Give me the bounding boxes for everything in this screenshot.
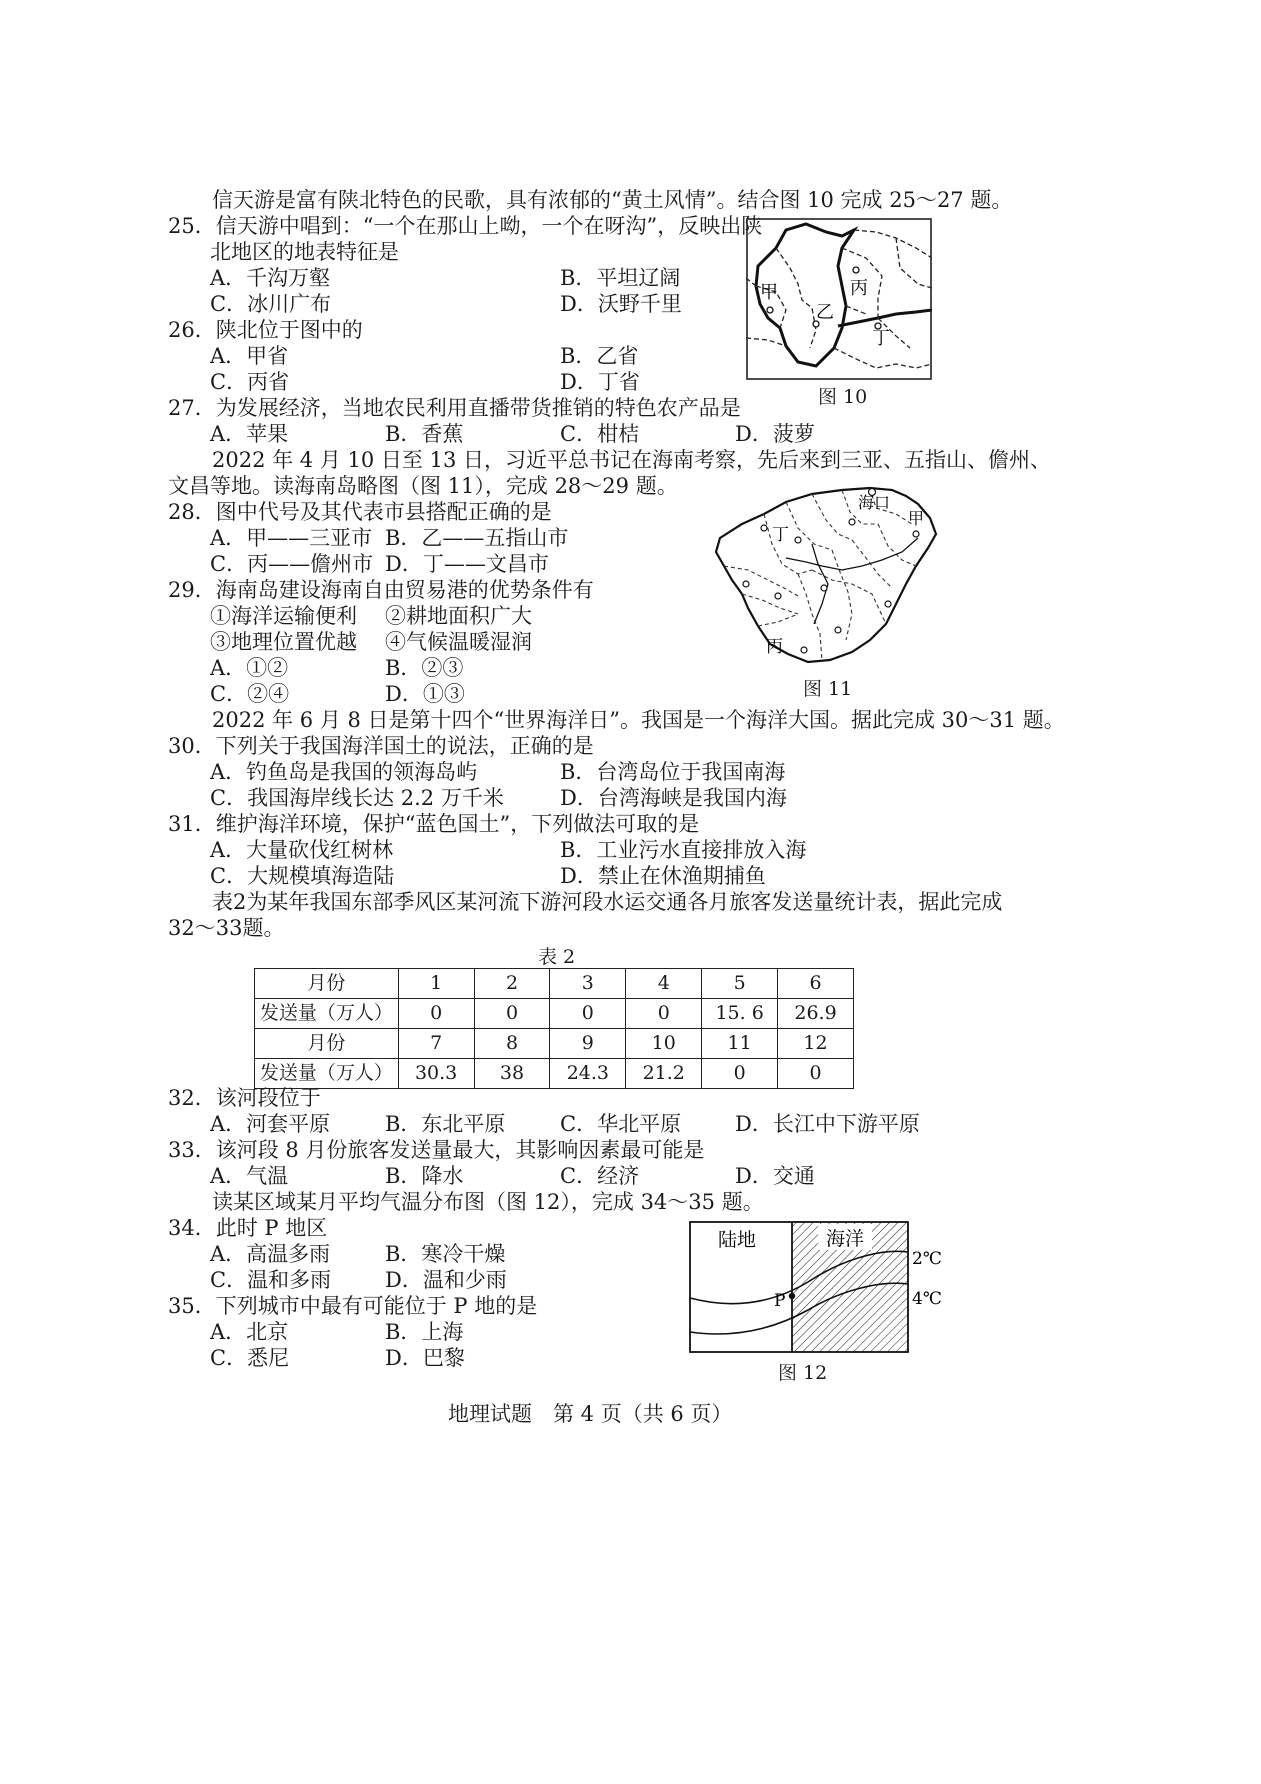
q29-item-4: ④气候温暖湿润 xyxy=(385,630,532,654)
figure-12-caption: 图 12 xyxy=(778,1362,828,1384)
table-cell: 7 xyxy=(398,1029,474,1059)
q25-option-d[interactable]: D．沃野千里 xyxy=(560,292,682,316)
q32-option-d[interactable]: D．长江中下游平原 xyxy=(735,1112,920,1136)
q29-option-d[interactable]: D．①③ xyxy=(385,682,465,706)
q33-option-a[interactable]: A．气温 xyxy=(210,1164,289,1188)
figure-11-caption: 图 11 xyxy=(803,678,853,700)
q25-stem-line2: 北地区的地表特征是 xyxy=(210,240,399,264)
q32-option-a[interactable]: A．河套平原 xyxy=(210,1112,331,1136)
q28-option-a[interactable]: A．甲——三亚市 xyxy=(210,526,373,550)
table-cell: 3 xyxy=(550,969,626,999)
table-cell: 0 xyxy=(626,999,702,1029)
table-row xyxy=(255,969,854,999)
intro-30-31: 2022 年 6 月 8 日是第十四个“世界海洋日”。我国是一个海洋大国。据此完成 30～31 题。 xyxy=(212,708,1065,732)
table-cell: 15. 6 xyxy=(702,999,778,1029)
q31-option-c[interactable]: C．大规模填海造陆 xyxy=(210,864,395,888)
q28-option-d[interactable]: D．丁——文昌市 xyxy=(385,552,549,576)
fig12-land-label: 陆地 xyxy=(718,1229,757,1251)
q29-option-c[interactable]: C．②④ xyxy=(210,682,290,706)
q30-option-a[interactable]: A．钓鱼岛是我国的领海岛屿 xyxy=(210,760,478,784)
table-cell: 11 xyxy=(702,1029,778,1059)
q25-option-a[interactable]: A．千沟万壑 xyxy=(210,266,331,290)
table-cell: 1 xyxy=(398,969,474,999)
table-cell: 发送量（万人） xyxy=(255,1059,399,1089)
q26-option-b[interactable]: B．乙省 xyxy=(560,344,639,368)
intro-25-27: 信天游是富有陕北特色的民歌，具有浓郁的“黄土风情”。结合图 10 完成 25～27 题。 xyxy=(212,188,1013,212)
table-cell: 月份 xyxy=(255,1029,399,1059)
intro-28-29-line1: 2022 年 4 月 10 日至 13 日，习近平总书记在海南考察，先后来到三亚、五指山、儋州、 xyxy=(212,448,1051,472)
fig11-label-ding: 丁 xyxy=(772,525,789,545)
page-footer: 地理试题 第 4 页（共 6 页） xyxy=(448,1402,733,1426)
q35-option-c[interactable]: C．悉尼 xyxy=(210,1346,290,1370)
q28-stem: 28．图中代号及其代表市县搭配正确的是 xyxy=(168,500,552,524)
table-row xyxy=(255,999,854,1029)
q34-option-a[interactable]: A．高温多雨 xyxy=(210,1242,331,1266)
q26-stem: 26．陕北位于图中的 xyxy=(168,318,363,342)
fig12-ocean-label: 海洋 xyxy=(826,1228,865,1250)
q27-option-a[interactable]: A．苹果 xyxy=(210,422,289,446)
q33-option-d[interactable]: D．交通 xyxy=(735,1164,815,1188)
q27-option-d[interactable]: D．菠萝 xyxy=(735,422,815,446)
q29-item-3: ③地理位置优越 xyxy=(210,630,357,654)
q35-stem: 35．下列城市中最有可能位于 P 地的是 xyxy=(168,1294,538,1318)
q35-option-d[interactable]: D．巴黎 xyxy=(385,1346,465,1370)
q27-stem: 27．为发展经济，当地农民利用直播带货推销的特色农产品是 xyxy=(168,396,741,420)
intro-32-33-line1: 表2为某年我国东部季风区某河流下游河段水运交通各月旅客发送量统计表，据此完成 xyxy=(212,890,1003,914)
fig12-point-p: P xyxy=(774,1291,786,1311)
fig11-label-bing: 丙 xyxy=(766,637,783,657)
q32-option-c[interactable]: C．华北平原 xyxy=(560,1112,682,1136)
q29-stem: 29．海南岛建设海南自由贸易港的优势条件有 xyxy=(168,578,594,602)
q30-option-b[interactable]: B．台湾岛位于我国南海 xyxy=(560,760,786,784)
table-2 xyxy=(254,968,854,1089)
q28-option-c[interactable]: C．丙——儋州市 xyxy=(210,552,374,576)
table-cell: 发送量（万人） xyxy=(255,999,399,1029)
q34-option-c[interactable]: C．温和多雨 xyxy=(210,1268,332,1292)
fig11-label-haikou: 海口 xyxy=(858,493,891,512)
q30-option-d[interactable]: D．台湾海峡是我国内海 xyxy=(560,786,787,810)
q28-option-b[interactable]: B．乙——五指山市 xyxy=(385,526,569,550)
q26-option-c[interactable]: C．丙省 xyxy=(210,370,290,394)
table-cell: 30.3 xyxy=(398,1059,474,1089)
table-cell: 38 xyxy=(474,1059,550,1089)
intro-28-29-line2: 文昌等地。读海南岛略图（图 11），完成 28～29 题。 xyxy=(168,474,678,498)
table-row xyxy=(255,1029,854,1059)
q34-option-b[interactable]: B．寒冷干燥 xyxy=(385,1242,506,1266)
fig11-label-jia: 甲 xyxy=(908,509,925,528)
table-cell: 12 xyxy=(778,1029,854,1059)
table-cell: 8 xyxy=(474,1029,550,1059)
q33-stem: 33．该河段 8 月份旅客发送量最大，其影响因素最可能是 xyxy=(168,1138,705,1162)
q29-item-2: ②耕地面积广大 xyxy=(385,604,532,628)
q25-stem-line1: 25．信天游中唱到：“一个在那山上呦，一个在呀沟”，反映出陕 xyxy=(168,214,763,238)
fig12-isotherm-4: 4℃ xyxy=(912,1289,942,1309)
q31-stem: 31．维护海洋环境，保护“蓝色国土”，下列做法可取的是 xyxy=(168,812,700,836)
q35-option-b[interactable]: B．上海 xyxy=(385,1320,464,1344)
table-row xyxy=(255,1059,854,1089)
fig10-label-jia: 甲 xyxy=(760,282,778,303)
q29-item-1: ①海洋运输便利 xyxy=(210,604,357,628)
table-cell: 0 xyxy=(550,999,626,1029)
q33-option-b[interactable]: B．降水 xyxy=(385,1164,464,1188)
q31-option-b[interactable]: B．工业污水直接排放入海 xyxy=(560,838,807,862)
q29-option-b[interactable]: B．②③ xyxy=(385,656,464,680)
table-cell: 0 xyxy=(778,1059,854,1089)
table-cell: 6 xyxy=(778,969,854,999)
table-2-caption: 表 2 xyxy=(538,946,576,968)
fig10-label-yi: 乙 xyxy=(816,302,834,323)
table-cell: 4 xyxy=(626,969,702,999)
table-cell: 21.2 xyxy=(626,1059,702,1089)
table-cell: 月份 xyxy=(255,969,399,999)
q32-option-b[interactable]: B．东北平原 xyxy=(385,1112,506,1136)
table-cell: 0 xyxy=(398,999,474,1029)
q25-option-b[interactable]: B．平坦辽阔 xyxy=(560,266,681,290)
figure-11-hainan-map xyxy=(702,484,942,670)
q31-option-a[interactable]: A．大量砍伐红树林 xyxy=(210,838,394,862)
q34-stem: 34．此时 P 地区 xyxy=(168,1216,328,1240)
table-cell: 0 xyxy=(702,1059,778,1089)
intro-34-35: 读某区域某月平均气温分布图（图 12），完成 34～35 题。 xyxy=(212,1190,764,1214)
figure-10-caption: 图 10 xyxy=(818,386,868,408)
q27-option-c[interactable]: C．柑桔 xyxy=(560,422,640,446)
table-cell: 2 xyxy=(474,969,550,999)
q31-option-d[interactable]: D．禁止在休渔期捕鱼 xyxy=(560,864,766,888)
intro-32-33-line2: 32～33题。 xyxy=(168,916,285,940)
q26-option-a[interactable]: A．甲省 xyxy=(210,344,289,368)
q33-option-c[interactable]: C．经济 xyxy=(560,1164,640,1188)
fig10-label-bing: 丙 xyxy=(850,278,868,299)
table-cell: 26.9 xyxy=(778,999,854,1029)
q29-option-a[interactable]: A．①② xyxy=(210,656,289,680)
q25-option-c[interactable]: C．冰川广布 xyxy=(210,292,332,316)
fig10-label-ding: 丁 xyxy=(872,328,890,349)
q34-option-d[interactable]: D．温和少雨 xyxy=(385,1268,507,1292)
table-cell: 10 xyxy=(626,1029,702,1059)
figure-12-temperature-map xyxy=(688,1220,944,1354)
table-cell: 24.3 xyxy=(550,1059,626,1089)
q26-option-d[interactable]: D．丁省 xyxy=(560,370,640,394)
table-cell: 9 xyxy=(550,1029,626,1059)
table-cell: 5 xyxy=(702,969,778,999)
table-cell: 0 xyxy=(474,999,550,1029)
q27-option-b[interactable]: B．香蕉 xyxy=(385,422,464,446)
q35-option-a[interactable]: A．北京 xyxy=(210,1320,289,1344)
figure-10-map xyxy=(746,218,932,380)
q30-stem: 30．下列关于我国海洋国土的说法，正确的是 xyxy=(168,734,594,758)
fig12-isotherm-2: 2℃ xyxy=(912,1249,942,1269)
q30-option-c[interactable]: C．我国海岸线长达 2.2 万千米 xyxy=(210,786,504,810)
q32-stem: 32．该河段位于 xyxy=(168,1086,321,1110)
